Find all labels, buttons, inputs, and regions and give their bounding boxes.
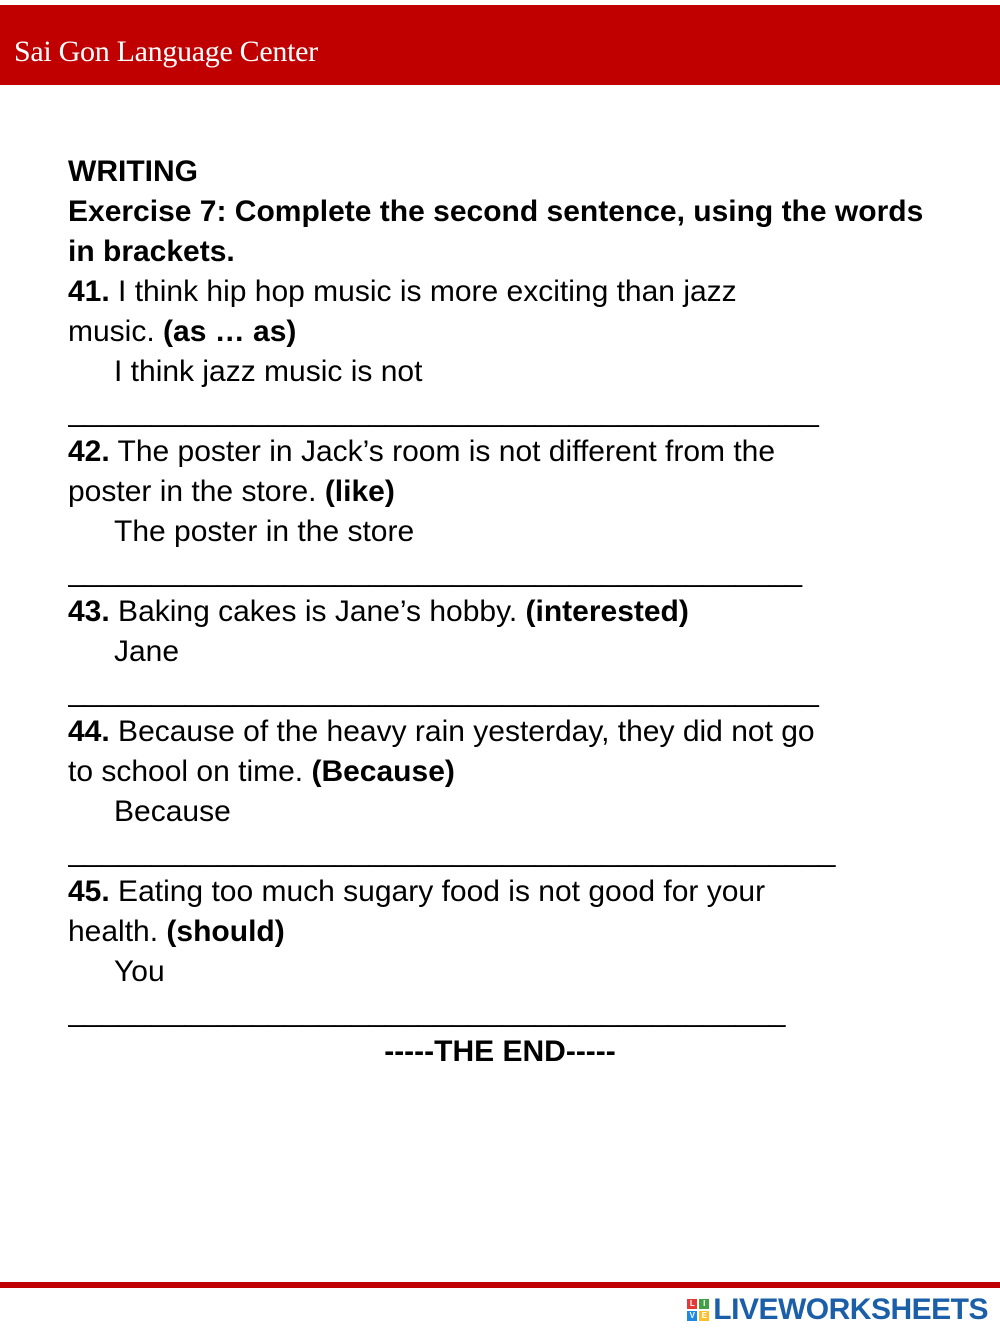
question-43 <box>68 592 948 712</box>
question-text: Because of the heavy rain yesterday, they did not go <box>109 715 815 748</box>
answer-prompt: Because <box>114 795 231 828</box>
question-text: I think hip hop music is more exciting than jazz <box>109 275 737 308</box>
header-bar <box>0 5 1000 85</box>
question-45 <box>68 872 948 1032</box>
question-44 <box>68 712 948 872</box>
question-hint: (interested) <box>525 595 689 628</box>
question-number: 43. <box>68 595 110 628</box>
liveworksheets-logo-icon: L I V E <box>687 1299 709 1321</box>
answer-blank[interactable]: ___________________________________________ <box>68 995 786 1028</box>
footer-bar <box>0 1282 1000 1288</box>
question-text: Eating too much sugary food is not good for your <box>109 875 766 908</box>
question-number: 42. <box>68 435 110 468</box>
answer-prompt: Jane <box>114 635 180 668</box>
liveworksheets-logo[interactable] <box>687 1292 988 1328</box>
question-text: poster in the store. <box>68 475 325 508</box>
question-text: Baking cakes is Jane’s hobby. <box>109 595 526 628</box>
question-hint: (as … as) <box>163 315 297 348</box>
question-hint: (like) <box>324 475 395 508</box>
question-text: The poster in Jack’s room is not different from the <box>109 435 776 468</box>
question-text: to school on time. <box>68 755 312 788</box>
question-number: 45. <box>68 875 110 908</box>
answer-blank[interactable]: _____________________________________________ <box>68 675 819 708</box>
answer-blank[interactable]: _____________________________________________ <box>68 395 819 428</box>
end-text: -----THE END----- <box>384 1035 616 1068</box>
header-title: Sai Gon Language Center <box>14 35 318 68</box>
answer-prompt: The poster in the store <box>114 515 415 548</box>
question-text: health. <box>68 915 167 948</box>
answer-blank[interactable]: ____________________________________________ <box>68 555 803 588</box>
question-text: music. <box>68 315 164 348</box>
question-number: 41. <box>68 275 110 308</box>
exercise-title: Exercise 7: Complete the second sentence, using the words in brackets. <box>68 195 924 268</box>
question-hint: (should) <box>166 915 285 948</box>
question-hint: (Because) <box>311 755 455 788</box>
question-42 <box>68 432 948 592</box>
logo-text: LIVEWORKSHEETS <box>713 1293 988 1326</box>
section-title: WRITING <box>68 155 198 188</box>
answer-prompt: You <box>114 955 165 988</box>
question-number: 44. <box>68 715 110 748</box>
worksheet-content <box>68 152 948 1072</box>
answer-prompt: I think jazz music is not <box>114 355 423 388</box>
answer-blank[interactable]: ______________________________________________ <box>68 835 836 868</box>
question-41 <box>68 272 948 432</box>
